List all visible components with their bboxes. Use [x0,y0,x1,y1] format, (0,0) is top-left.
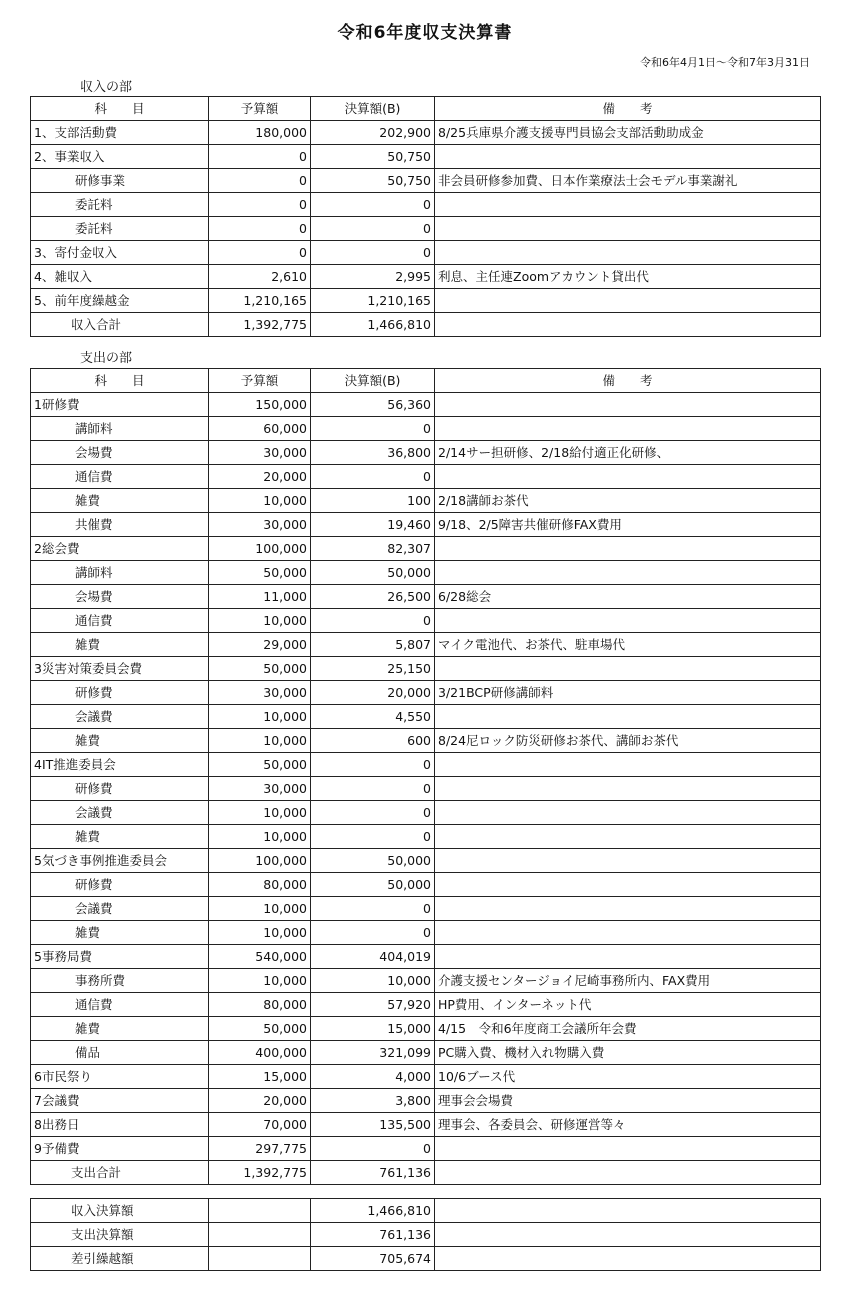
actual-cell: 100 [311,489,435,513]
item-cell: 9予備費 [31,1137,209,1161]
note-cell: PC購入費、機材入れ物購入費 [435,1041,821,1065]
budget-cell: 10,000 [209,489,311,513]
actual-cell: 50,000 [311,849,435,873]
item-cell: 5事務局費 [31,945,209,969]
item-cell: 研修費 [31,873,209,897]
actual-cell: 0 [311,753,435,777]
note-cell: 3/21BCP研修講師料 [435,681,821,705]
summary-row [31,1247,821,1271]
note-cell [435,921,821,945]
note-cell: 8/25兵庫県介護支援専門員協会支部活動助成金 [435,121,821,145]
actual-cell: 0 [311,417,435,441]
note-cell [435,217,821,241]
table-row [31,393,821,417]
total-label: 支出合計 [31,1161,209,1185]
table-row [31,1017,821,1041]
note-cell [435,897,821,921]
item-cell: 1、支部活動費 [31,121,209,145]
actual-cell: 0 [311,777,435,801]
budget-cell: 30,000 [209,513,311,537]
note-cell: 2/14サー担研修、2/18給付適正化研修、 [435,441,821,465]
note-cell [435,609,821,633]
total-actual: 1,466,810 [311,313,435,337]
summary-budget [209,1199,311,1223]
note-cell: 理事会、各委員会、研修運営等々 [435,1113,821,1137]
table-row [31,1089,821,1113]
item-cell: 委託料 [31,193,209,217]
item-cell: 8出務日 [31,1113,209,1137]
table-row [31,465,821,489]
actual-cell: 10,000 [311,969,435,993]
summary-budget [209,1247,311,1271]
item-cell: 雑費 [31,489,209,513]
table-row [31,945,821,969]
item-cell: 通信費 [31,465,209,489]
table-row [31,217,821,241]
table-row [31,145,821,169]
item-cell: 委託料 [31,217,209,241]
column-header-actual: 決算額(B) [311,369,435,393]
column-header-budget: 予算額 [209,97,311,121]
table-row [31,121,821,145]
table-row [31,609,821,633]
table-row [31,537,821,561]
summary-actual: 1,466,810 [311,1199,435,1223]
note-cell [435,145,821,169]
budget-cell: 0 [209,169,311,193]
actual-cell: 56,360 [311,393,435,417]
note-cell [435,873,821,897]
actual-cell: 202,900 [311,121,435,145]
item-cell: 会場費 [31,585,209,609]
actual-cell: 0 [311,1137,435,1161]
summary-label: 支出決算額 [31,1223,209,1247]
budget-cell: 10,000 [209,801,311,825]
table-row [31,1065,821,1089]
actual-cell: 19,460 [311,513,435,537]
note-cell: 利息、主任連Zoomアカウント貸出代 [435,265,821,289]
item-cell: 3、寄付金収入 [31,241,209,265]
budget-cell: 30,000 [209,441,311,465]
summary-table [30,1198,821,1271]
summary-label: 差引繰越額 [31,1247,209,1271]
column-header-item: 科 目 [31,369,209,393]
actual-cell: 321,099 [311,1041,435,1065]
table-row [31,633,821,657]
actual-cell: 57,920 [311,993,435,1017]
table-row [31,897,821,921]
actual-cell: 4,550 [311,705,435,729]
budget-cell: 0 [209,145,311,169]
actual-cell: 404,019 [311,945,435,969]
table-header-row [31,97,821,121]
actual-cell: 0 [311,897,435,921]
column-header-budget: 予算額 [209,369,311,393]
item-cell: 講師料 [31,561,209,585]
note-cell [435,561,821,585]
actual-cell: 20,000 [311,681,435,705]
item-cell: 雑費 [31,825,209,849]
note-cell: 4/15 令和6年度商工会議所年会費 [435,1017,821,1041]
item-cell: 事務所費 [31,969,209,993]
item-cell: 研修費 [31,777,209,801]
item-cell: 研修費 [31,681,209,705]
item-cell: 会議費 [31,801,209,825]
table-row [31,1041,821,1065]
total-actual: 761,136 [311,1161,435,1185]
budget-cell: 297,775 [209,1137,311,1161]
note-cell [435,417,821,441]
note-cell [435,289,821,313]
summary-note [435,1247,821,1271]
table-row [31,777,821,801]
item-cell: 5気づき事例推進委員会 [31,849,209,873]
budget-cell: 100,000 [209,849,311,873]
note-cell [435,657,821,681]
summary-row [31,1223,821,1247]
document-title: 令和6年度収支決算書 [337,23,513,43]
note-cell [435,777,821,801]
item-cell: 5、前年度繰越金 [31,289,209,313]
actual-cell: 600 [311,729,435,753]
note-cell: 非会員研修参加費、日本作業療法士会モデル事業謝礼 [435,169,821,193]
budget-cell: 10,000 [209,969,311,993]
total-note [435,1161,821,1185]
budget-cell: 80,000 [209,993,311,1017]
item-cell: 7会議費 [31,1089,209,1113]
expense-section-label: 支出の部 [80,351,133,366]
actual-cell: 4,000 [311,1065,435,1089]
summary-actual: 761,136 [311,1223,435,1247]
item-cell: 2総会費 [31,537,209,561]
table-row [31,265,821,289]
budget-cell: 10,000 [209,825,311,849]
budget-cell: 10,000 [209,705,311,729]
table-row [31,1137,821,1161]
table-row [31,441,821,465]
item-cell: 通信費 [31,609,209,633]
budget-cell: 10,000 [209,921,311,945]
note-cell [435,801,821,825]
item-cell: 雑費 [31,1017,209,1041]
budget-cell: 15,000 [209,1065,311,1089]
summary-note [435,1223,821,1247]
column-header-note: 備 考 [435,97,821,121]
table-row [31,169,821,193]
actual-cell: 50,000 [311,561,435,585]
note-cell: 10/6ブース代 [435,1065,821,1089]
item-cell: 4IT推進委員会 [31,753,209,777]
budget-cell: 70,000 [209,1113,311,1137]
actual-cell: 5,807 [311,633,435,657]
note-cell: 2/18講師お茶代 [435,489,821,513]
actual-cell: 0 [311,217,435,241]
budget-cell: 540,000 [209,945,311,969]
actual-cell: 82,307 [311,537,435,561]
summary-row [31,1199,821,1223]
item-cell: 雑費 [31,729,209,753]
item-cell: 1研修費 [31,393,209,417]
note-cell: 理事会会場費 [435,1089,821,1113]
note-cell [435,753,821,777]
total-note [435,313,821,337]
table-row [31,753,821,777]
table-row [31,489,821,513]
budget-cell: 80,000 [209,873,311,897]
total-row [31,1161,821,1185]
expense-table [30,368,821,1185]
note-cell [435,465,821,489]
item-cell: 共催費 [31,513,209,537]
item-cell: 会議費 [31,897,209,921]
item-cell: 6市民祭り [31,1065,209,1089]
summary-actual: 705,674 [311,1247,435,1271]
item-cell: 2、事業収入 [31,145,209,169]
table-row [31,193,821,217]
actual-cell: 50,750 [311,169,435,193]
note-cell [435,825,821,849]
column-header-item: 科 目 [31,97,209,121]
actual-cell: 3,800 [311,1089,435,1113]
budget-cell: 30,000 [209,777,311,801]
summary-label: 収入決算額 [31,1199,209,1223]
table-row [31,289,821,313]
total-budget: 1,392,775 [209,1161,311,1185]
budget-cell: 11,000 [209,585,311,609]
note-cell [435,1137,821,1161]
table-row [31,921,821,945]
note-cell: HP費用、インターネット代 [435,993,821,1017]
budget-cell: 50,000 [209,753,311,777]
table-header-row [31,369,821,393]
table-row [31,513,821,537]
table-row [31,729,821,753]
item-cell: 研修事業 [31,169,209,193]
table-row [31,849,821,873]
item-cell: 会議費 [31,705,209,729]
note-cell [435,945,821,969]
item-cell: 雑費 [31,921,209,945]
summary-budget [209,1223,311,1247]
budget-cell: 30,000 [209,681,311,705]
note-cell: マイク電池代、お茶代、駐車場代 [435,633,821,657]
budget-cell: 1,210,165 [209,289,311,313]
budget-cell: 0 [209,241,311,265]
note-cell [435,705,821,729]
table-row [31,1113,821,1137]
note-cell: 介護支援センタージョイ尼崎事務所内、FAX費用 [435,969,821,993]
column-header-actual: 決算額(B) [311,97,435,121]
total-budget: 1,392,775 [209,313,311,337]
fiscal-period: 令和6年4月1日～令和7年3月31日 [640,56,810,69]
item-cell: 講師料 [31,417,209,441]
actual-cell: 50,000 [311,873,435,897]
budget-cell: 180,000 [209,121,311,145]
note-cell [435,849,821,873]
actual-cell: 2,995 [311,265,435,289]
table-row [31,825,821,849]
item-cell: 会場費 [31,441,209,465]
budget-cell: 10,000 [209,897,311,921]
column-header-note: 備 考 [435,369,821,393]
actual-cell: 26,500 [311,585,435,609]
budget-cell: 20,000 [209,465,311,489]
table-row [31,873,821,897]
table-row [31,969,821,993]
budget-cell: 10,000 [209,609,311,633]
item-cell: 備品 [31,1041,209,1065]
table-row [31,561,821,585]
income-table [30,96,821,337]
table-row [31,681,821,705]
actual-cell: 135,500 [311,1113,435,1137]
table-row [31,705,821,729]
income-section-label: 収入の部 [80,80,133,95]
note-cell: 9/18、2/5障害共催研修FAX費用 [435,513,821,537]
budget-cell: 50,000 [209,561,311,585]
budget-cell: 60,000 [209,417,311,441]
actual-cell: 0 [311,825,435,849]
actual-cell: 0 [311,241,435,265]
note-cell [435,537,821,561]
table-row [31,657,821,681]
actual-cell: 25,150 [311,657,435,681]
budget-cell: 2,610 [209,265,311,289]
note-cell [435,241,821,265]
item-cell: 3災害対策委員会費 [31,657,209,681]
budget-cell: 10,000 [209,729,311,753]
table-row [31,801,821,825]
actual-cell: 50,750 [311,145,435,169]
note-cell [435,193,821,217]
total-row [31,313,821,337]
budget-cell: 150,000 [209,393,311,417]
actual-cell: 15,000 [311,1017,435,1041]
actual-cell: 0 [311,801,435,825]
table-row [31,241,821,265]
note-cell: 6/28総会 [435,585,821,609]
actual-cell: 0 [311,921,435,945]
budget-cell: 50,000 [209,657,311,681]
table-row [31,585,821,609]
total-label: 収入合計 [31,313,209,337]
actual-cell: 0 [311,465,435,489]
budget-cell: 50,000 [209,1017,311,1041]
actual-cell: 1,210,165 [311,289,435,313]
actual-cell: 0 [311,609,435,633]
actual-cell: 0 [311,193,435,217]
summary-note [435,1199,821,1223]
note-cell [435,393,821,417]
actual-cell: 36,800 [311,441,435,465]
item-cell: 通信費 [31,993,209,1017]
item-cell: 雑費 [31,633,209,657]
budget-cell: 100,000 [209,537,311,561]
item-cell: 4、雑収入 [31,265,209,289]
table-row [31,993,821,1017]
budget-cell: 29,000 [209,633,311,657]
budget-cell: 0 [209,193,311,217]
budget-cell: 0 [209,217,311,241]
budget-cell: 20,000 [209,1089,311,1113]
table-row [31,417,821,441]
budget-cell: 400,000 [209,1041,311,1065]
note-cell: 8/24尼ロック防災研修お茶代、講師お茶代 [435,729,821,753]
